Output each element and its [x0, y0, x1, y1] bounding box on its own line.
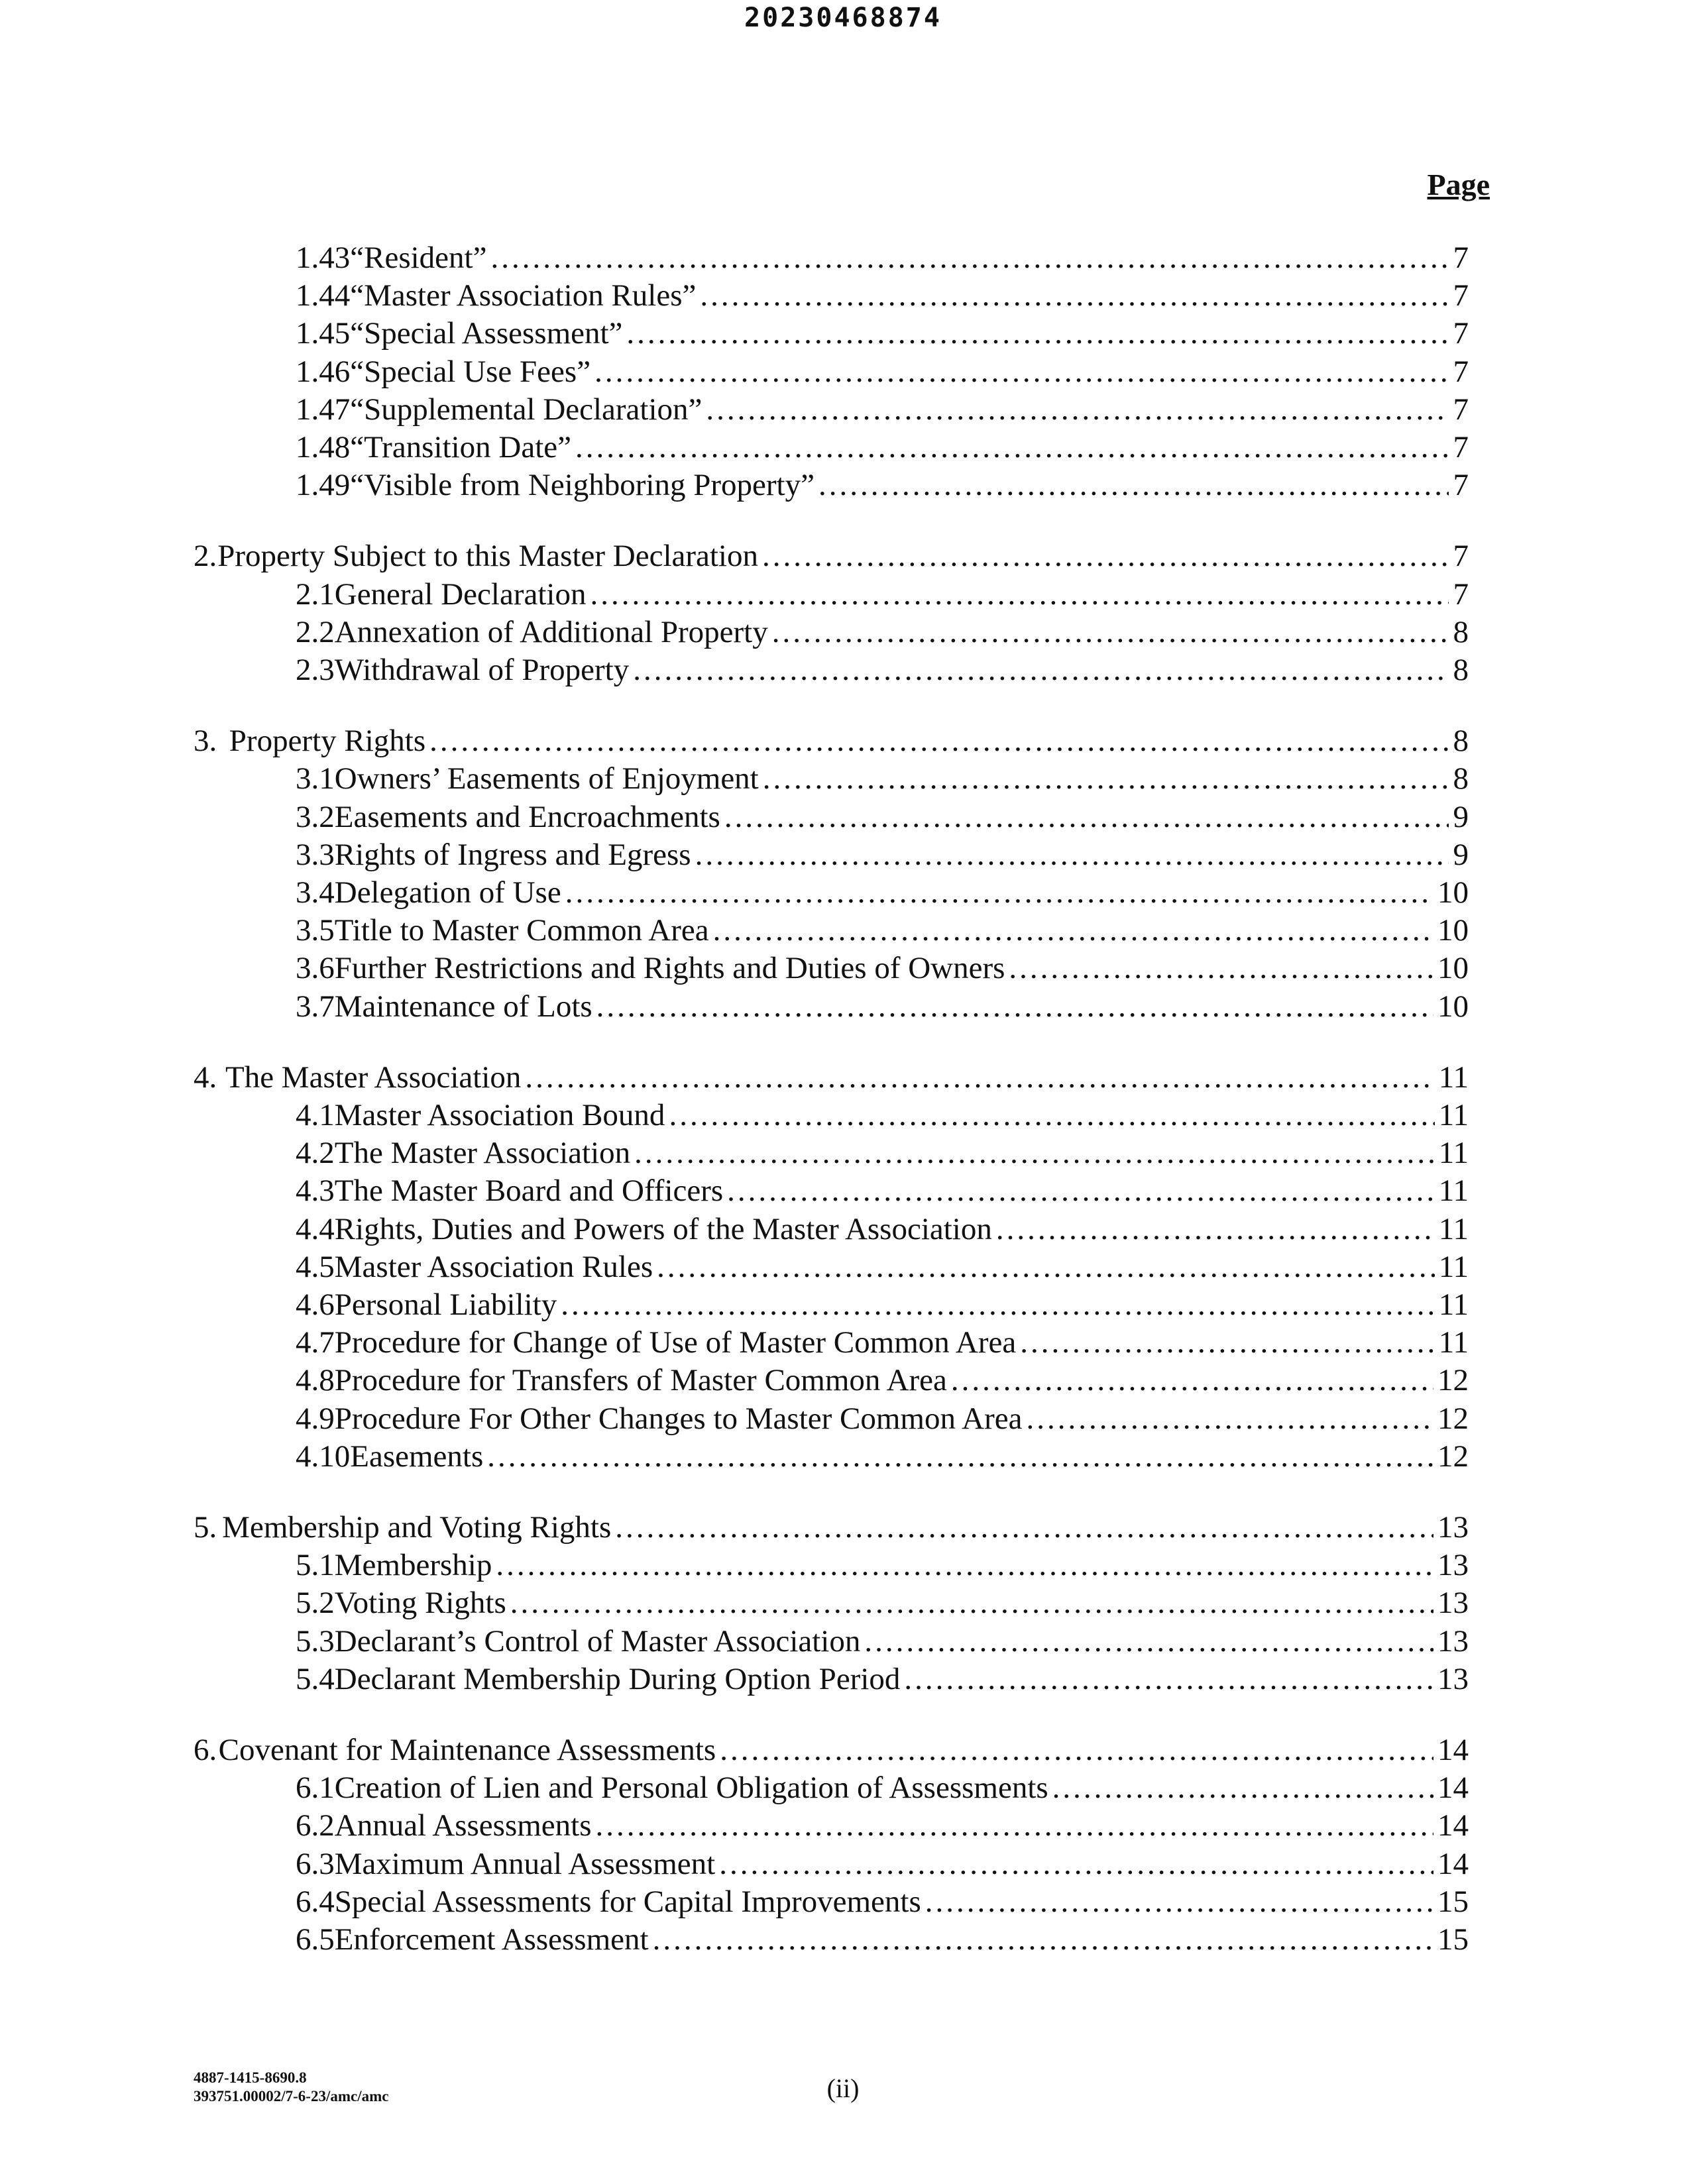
toc-entry-number: 2.1	[296, 576, 335, 612]
toc-entry-number: 5.3	[296, 1623, 335, 1659]
toc-section-entry	[194, 1058, 1469, 1097]
toc-entry-page: 13	[1437, 1510, 1469, 1545]
dot-leader	[904, 1660, 1433, 1698]
toc-entry-number: 2.	[194, 539, 217, 574]
toc-entry-page: 13	[1437, 1661, 1469, 1696]
toc-section-entry	[194, 722, 1469, 760]
toc-entry-title: Easements and Encroachments	[334, 799, 720, 834]
toc-entry-title: Annual Assessments	[334, 1808, 592, 1843]
toc-entry-page: 12	[1437, 1363, 1469, 1398]
toc-entry-number: 1.43	[296, 241, 351, 275]
toc-entry-title: Procedure for Transfers of Master Common Area	[334, 1363, 947, 1398]
toc-subsection-entry	[296, 353, 1469, 391]
toc-subsection-entry	[296, 1361, 1469, 1399]
toc-entry-title: Maximum Annual Assessment	[334, 1846, 716, 1881]
toc-entry-page: 9	[1453, 799, 1469, 834]
toc-entry-title: Title to Master Common Area	[334, 913, 709, 948]
toc-entry-title: Withdrawal of Property	[334, 653, 630, 687]
document-id-line-2: 393751.00002/7-6-23/amc/amc	[194, 2088, 389, 2104]
toc-subsection-entry	[296, 1769, 1469, 1807]
page-number: (ii)	[826, 2073, 860, 2103]
toc-entry-page: 14	[1437, 1771, 1469, 1806]
toc-entry-number: 4.6	[296, 1287, 335, 1322]
toc-entry-title: Property Rights	[229, 724, 426, 759]
toc-entry-page: 10	[1437, 989, 1469, 1024]
dot-leader	[626, 314, 1449, 353]
toc-entry-number: 5.4	[296, 1661, 335, 1696]
dot-leader	[951, 1361, 1433, 1399]
toc-entry-title: Membership	[334, 1548, 492, 1583]
toc-entry-number: 4.3	[296, 1174, 335, 1209]
toc-entry-page: 7	[1453, 392, 1469, 427]
dot-leader	[762, 537, 1449, 575]
toc-subsection-entry	[296, 575, 1469, 614]
toc-subsection-entry	[296, 1399, 1469, 1438]
toc-entry-title: Rights, Duties and Powers of the Master Association	[334, 1211, 992, 1246]
toc-entry-number: 1.45	[296, 316, 351, 351]
dot-leader	[596, 1806, 1434, 1845]
toc-entry-title: Declarant’s Control of Master Association	[334, 1623, 861, 1659]
toc-entry-number: 6.3	[296, 1846, 335, 1881]
toc-entry-title: “Transition Date”	[350, 430, 571, 464]
toc-entry-page: 7	[1453, 316, 1469, 351]
toc-entry-number: 1.48	[296, 430, 351, 464]
toc-entry-number: 6.1	[296, 1771, 335, 1806]
dot-leader	[429, 722, 1449, 760]
toc-subsection-entry	[296, 466, 1469, 504]
toc-entry-page: 11	[1438, 1174, 1469, 1209]
toc-section-entry	[194, 537, 1469, 575]
toc-subsection-entry	[296, 239, 1469, 277]
dot-leader	[695, 836, 1449, 874]
toc-entry-number: 1.46	[296, 354, 351, 389]
toc-entry-title: The Master Board and Officers	[334, 1174, 724, 1209]
dot-leader	[565, 873, 1433, 912]
toc-entry-title: The Master Association	[334, 1136, 631, 1171]
dot-leader	[700, 276, 1449, 315]
toc-subsection-entry	[296, 1845, 1469, 1883]
dot-leader	[818, 466, 1449, 504]
toc-entry-page: 10	[1437, 951, 1469, 986]
toc-entry-title: The Master Association	[225, 1060, 522, 1095]
toc-entry-number: 4.2	[296, 1136, 335, 1171]
toc-entry-title: “Special Use Fees”	[350, 354, 591, 389]
dot-leader	[727, 1172, 1435, 1210]
toc-entry-page: 11	[1438, 1098, 1469, 1132]
toc-entry-number: 3.2	[296, 799, 335, 834]
toc-entry-title: Procedure For Other Changes to Master Common Area	[334, 1401, 1023, 1436]
toc-entry-number: 3.	[194, 724, 217, 759]
toc-subsection-entry	[296, 314, 1469, 353]
toc-entry-page: 14	[1437, 1846, 1469, 1881]
toc-entry-page: 12	[1437, 1439, 1469, 1474]
toc-entry-page: 15	[1437, 1884, 1469, 1919]
toc-entry-number: 6.	[194, 1733, 217, 1767]
toc-entry-page: 11	[1438, 1287, 1469, 1322]
toc-entry-title: “Special Assessment”	[350, 316, 623, 351]
toc-subsection-entry	[296, 1883, 1469, 1921]
toc-entry-title: Voting Rights	[334, 1586, 506, 1621]
dot-leader	[772, 613, 1449, 651]
toc-entry-title: Property Subject to this Master Declaration	[217, 539, 758, 574]
document-id-line-1: 4887-1415-8690.8	[194, 2069, 307, 2086]
dot-leader	[763, 759, 1449, 798]
toc-entry-page: 13	[1437, 1548, 1469, 1583]
toc-entry-page: 8	[1453, 614, 1469, 649]
toc-entry-title: Declarant Membership During Option Period	[334, 1661, 901, 1696]
toc-subsection-entry	[296, 1134, 1469, 1172]
toc-entry-number: 4.4	[296, 1211, 335, 1246]
toc-entry-page: 9	[1453, 837, 1469, 872]
toc-subsection-entry	[296, 987, 1469, 1026]
toc-entry-title: Rights of Ingress and Egress	[334, 837, 691, 872]
toc-subsection-entry	[296, 759, 1469, 798]
toc-subsection-entry	[296, 1584, 1469, 1622]
dot-leader	[653, 1920, 1433, 1959]
toc-entry-page: 7	[1453, 468, 1469, 503]
toc-entry-number: 2.3	[296, 653, 335, 687]
toc-entry-number: 3.3	[296, 837, 335, 872]
toc-entry-title: Enforcement Assessment	[334, 1922, 649, 1957]
dot-leader	[713, 911, 1433, 950]
toc-entry-number: 4.	[194, 1060, 217, 1095]
toc-subsection-entry	[296, 1096, 1469, 1134]
dot-leader	[615, 1508, 1433, 1547]
toc-entry-title: Personal Liability	[334, 1287, 557, 1322]
toc-entry-title: General Declaration	[334, 576, 587, 612]
page-column-heading: Page	[1427, 168, 1490, 201]
toc-entry-page: 13	[1437, 1623, 1469, 1659]
dot-leader	[996, 1210, 1435, 1248]
toc-entry-number: 6.4	[296, 1884, 335, 1919]
toc-entry-page: 11	[1438, 1136, 1469, 1171]
dot-leader	[669, 1096, 1434, 1134]
toc-entry-page: 7	[1453, 539, 1469, 574]
dot-leader	[925, 1883, 1433, 1921]
toc-entry-page: 14	[1437, 1733, 1469, 1767]
toc-subsection-entry	[296, 1172, 1469, 1210]
toc-entry-title: Membership and Voting Rights	[222, 1510, 612, 1545]
toc-entry-title: Creation of Lien and Personal Obligation of Assessments	[334, 1771, 1048, 1806]
toc-entry-number: 3.5	[296, 913, 335, 948]
toc-entry-page: 7	[1453, 430, 1469, 464]
toc-subsection-entry	[296, 1920, 1469, 1959]
toc-entry-number: 3.4	[296, 875, 335, 910]
dot-leader	[657, 1248, 1435, 1286]
toc-subsection-entry	[296, 798, 1469, 836]
toc-entry-number: 3.7	[296, 989, 335, 1024]
toc-subsection-entry	[296, 276, 1469, 315]
dot-leader	[596, 987, 1433, 1026]
dot-leader	[706, 390, 1449, 429]
toc-section-entry	[194, 1508, 1469, 1547]
dot-leader	[487, 1437, 1433, 1476]
dot-leader	[496, 1546, 1433, 1584]
toc-entry-page: 12	[1437, 1401, 1469, 1436]
dot-leader	[490, 239, 1449, 277]
dot-leader	[510, 1584, 1433, 1622]
dot-leader	[561, 1285, 1435, 1324]
toc-entry-title: Covenant for Maintenance Assessments	[218, 1733, 716, 1767]
toc-entry-number: 4.8	[296, 1363, 335, 1398]
toc-subsection-entry	[296, 949, 1469, 987]
toc-entry-number: 5.1	[296, 1548, 335, 1583]
toc-entry-number: 4.1	[296, 1098, 335, 1132]
toc-entry-title: “Resident”	[350, 241, 487, 275]
dot-leader	[720, 1731, 1433, 1769]
toc-subsection-entry	[296, 390, 1469, 429]
toc-entry-page: 11	[1438, 1211, 1469, 1246]
toc-entry-page: 7	[1453, 576, 1469, 612]
toc-entry-title: Special Assessments for Capital Improvements	[334, 1884, 921, 1919]
dot-leader	[590, 575, 1449, 614]
toc-subsection-entry	[296, 1622, 1469, 1661]
toc-entry-title: Procedure for Change of Use of Master Common Area	[334, 1325, 1017, 1360]
toc-entry-title: Owners’ Easements of Enjoyment	[334, 761, 759, 796]
toc-entry-title: Annexation of Additional Property	[334, 614, 768, 649]
toc-entry-page: 8	[1453, 653, 1469, 687]
toc-entry-title: “Master Association Rules”	[350, 278, 697, 313]
toc-subsection-entry	[296, 1323, 1469, 1362]
toc-entry-page: 15	[1437, 1922, 1469, 1957]
toc-entry-page: 7	[1453, 241, 1469, 275]
toc-entry-number: 1.49	[296, 468, 351, 503]
toc-entry-number: 4.9	[296, 1401, 335, 1436]
toc-entry-number: 3.1	[296, 761, 335, 796]
toc-entry-number: 4.5	[296, 1249, 335, 1284]
toc-subsection-entry	[296, 651, 1469, 689]
dot-leader	[1020, 1323, 1434, 1362]
toc-entry-number: 1.47	[296, 392, 351, 427]
toc-entry-title: Delegation of Use	[334, 875, 561, 910]
toc-entry-page: 10	[1437, 913, 1469, 948]
toc-entry-title: Master Association Bound	[334, 1098, 665, 1132]
toc-entry-title: Easements	[350, 1439, 484, 1474]
toc-subsection-entry	[296, 911, 1469, 950]
toc-entry-page: 8	[1453, 761, 1469, 796]
toc-entry-page: 11	[1438, 1249, 1469, 1284]
toc-entry-number: 1.44	[296, 278, 351, 313]
toc-subsection-entry	[296, 613, 1469, 651]
toc-subsection-entry	[296, 1210, 1469, 1248]
toc-subsection-entry	[296, 1660, 1469, 1698]
dot-leader	[864, 1622, 1433, 1661]
dot-leader	[1052, 1769, 1433, 1807]
toc-entry-title: Master Association Rules	[334, 1249, 653, 1284]
toc-entry-page: 8	[1453, 724, 1469, 759]
toc-entry-page: 10	[1437, 875, 1469, 910]
toc-subsection-entry	[296, 1546, 1469, 1584]
toc-entry-number: 5.2	[296, 1586, 335, 1621]
toc-entry-title: Maintenance of Lots	[334, 989, 592, 1024]
toc-entry-page: 7	[1453, 278, 1469, 313]
dot-leader	[575, 428, 1449, 466]
dot-leader	[724, 798, 1449, 836]
toc-entry-page: 14	[1437, 1808, 1469, 1843]
toc-entry-number: 6.5	[296, 1922, 335, 1957]
toc-entry-page: 11	[1438, 1060, 1469, 1095]
dot-leader	[634, 1134, 1435, 1172]
toc-entry-number: 3.6	[296, 951, 335, 986]
toc-subsection-entry	[296, 1437, 1469, 1476]
dot-leader	[633, 651, 1449, 689]
dot-leader	[1026, 1399, 1433, 1438]
toc-entry-number: 4.7	[296, 1325, 335, 1360]
toc-subsection-entry	[296, 873, 1469, 912]
dot-leader	[1009, 949, 1433, 987]
toc-subsection-entry	[296, 1248, 1469, 1286]
recording-number: 20230468874	[744, 3, 942, 33]
toc-subsection-entry	[296, 1285, 1469, 1324]
toc-entry-number: 5.	[194, 1510, 217, 1545]
toc-entry-number: 6.2	[296, 1808, 335, 1843]
toc-entry-page: 13	[1437, 1586, 1469, 1621]
toc-entry-title: “Visible from Neighboring Property”	[350, 468, 815, 503]
toc-entry-number: 4.10	[296, 1439, 351, 1474]
dot-leader	[525, 1058, 1434, 1097]
dot-leader	[719, 1845, 1433, 1883]
toc-entry-title: “Supplemental Declaration”	[350, 392, 702, 427]
toc-entry-page: 11	[1438, 1325, 1469, 1360]
toc-entry-title: Further Restrictions and Rights and Duties of Owners	[334, 951, 1005, 986]
toc-subsection-entry	[296, 428, 1469, 466]
toc-subsection-entry	[296, 836, 1469, 874]
dot-leader	[594, 353, 1449, 391]
toc-entry-number: 2.2	[296, 614, 335, 649]
toc-section-entry	[194, 1731, 1469, 1769]
toc-subsection-entry	[296, 1806, 1469, 1845]
toc-entry-page: 7	[1453, 354, 1469, 389]
